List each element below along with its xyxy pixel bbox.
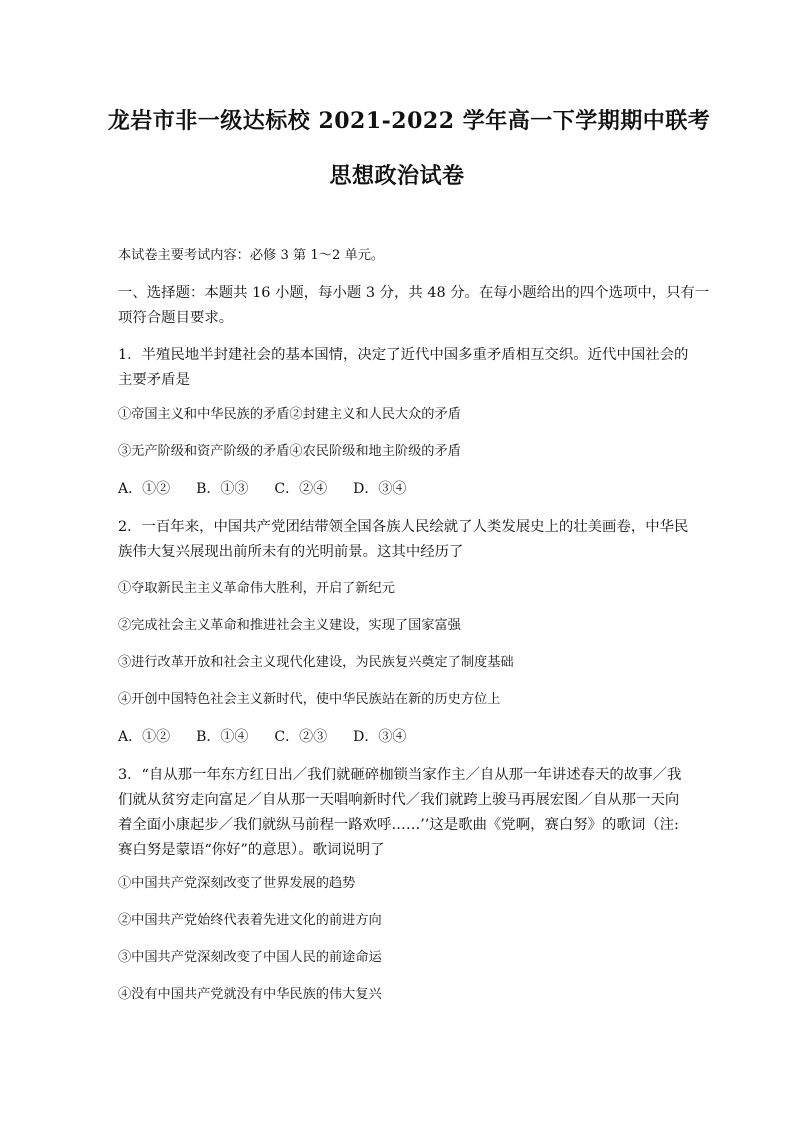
exam-subtitle: 思想政治试卷 — [329, 163, 465, 189]
question-1-stem-line-1: 1．半殖民地半封建社会的基本国情，决定了近代中国多重矛盾相互交织。近代中国社会的 — [118, 347, 689, 363]
question-3-item-line-4: ④没有中国共产党就没有中华民族的伟大复兴 — [118, 987, 382, 1002]
section-instructions-line-1: 一、选择题：本题共 16 小题，每小题 3 分，共 48 分。在每小题给出的四个选项中，只有一 — [118, 285, 710, 301]
question-1-option-d[interactable]: D．③④ — [353, 481, 407, 497]
question-1-item-line-2: ③无产阶级和资产阶级的矛盾④农民阶级和地主阶级的矛盾 — [118, 444, 461, 459]
question-3-item-line-2: ②中国共产党始终代表着先进文化的前进方向 — [118, 913, 382, 928]
question-3-stem-line-3: 着全面小康起步／我们就纵马前程一路欢呼……’’这是歌曲《党啊，赛白努》的歌词（注: — [118, 817, 679, 833]
question-2-options — [118, 728, 432, 746]
question-3-stem-line-1: 3．“自从那一年东方红日出／我们就砸碎枷锁当家作主／自从那一年讲述春天的故事／我 — [118, 767, 682, 783]
question-2-item-line-2: ②完成社会主义革命和推进社会主义建设，实现了国家富强 — [118, 618, 461, 633]
question-3-stem-line-2: 们就从贫穷走向富足／自从那一天唱响新时代／我们就跨上骏马再展宏图／自从那一天向 — [118, 792, 680, 808]
question-2-option-c[interactable]: C．②③ — [274, 729, 328, 745]
question-2-stem-line-2: 族伟大复兴展现出前所未有的光明前景。这其中经历了 — [118, 544, 464, 560]
question-2-stem-line-1: 2．一百年来，中国共产党团结带领全国各族人民绘就了人类发展史上的壮美画卷，中华民 — [118, 519, 689, 535]
question-2-item-line-3: ③进行改革开放和社会主义现代化建设，为民族复兴奠定了制度基础 — [118, 655, 514, 670]
question-2-option-d[interactable]: D．③④ — [353, 729, 407, 745]
question-1-options — [118, 480, 432, 498]
section-instructions-line-2: 项符合题目要求。 — [118, 310, 234, 326]
question-1-option-a[interactable]: A．①② — [118, 481, 171, 497]
exam-title: 龙岩市非一级达标校 2021-2022 学年高一下学期期中联考 — [107, 108, 711, 134]
question-3-stem-line-4: 赛白努是蒙语“你好”的意思）。歌词说明了 — [118, 842, 385, 858]
question-2-item-line-1: ①夺取新民主主义革命伟大胜利，开启了新纪元 — [118, 581, 395, 596]
question-3-item-line-1: ①中国共产党深刻改变了世界发展的趋势 — [118, 876, 356, 891]
question-1-option-b[interactable]: B．①③ — [196, 481, 249, 497]
question-1-stem-line-2: 主要矛盾是 — [118, 372, 190, 388]
question-2-option-a[interactable]: A．①② — [118, 729, 171, 745]
question-2-item-line-4: ④开创中国特色社会主义新时代，使中华民族站在新的历史方位上 — [118, 692, 501, 707]
question-1-item-line-1: ①帝国主义和中华民族的矛盾②封建主义和人民大众的矛盾 — [118, 407, 461, 422]
question-1-option-c[interactable]: C．②④ — [274, 481, 328, 497]
question-3-item-line-3: ③中国共产党深刻改变了中国人民的前途命运 — [118, 950, 382, 965]
question-2-option-b[interactable]: B．①④ — [196, 729, 249, 745]
exam-scope-note: 本试卷主要考试内容：必修 3 第 1～2 单元。 — [118, 248, 385, 263]
